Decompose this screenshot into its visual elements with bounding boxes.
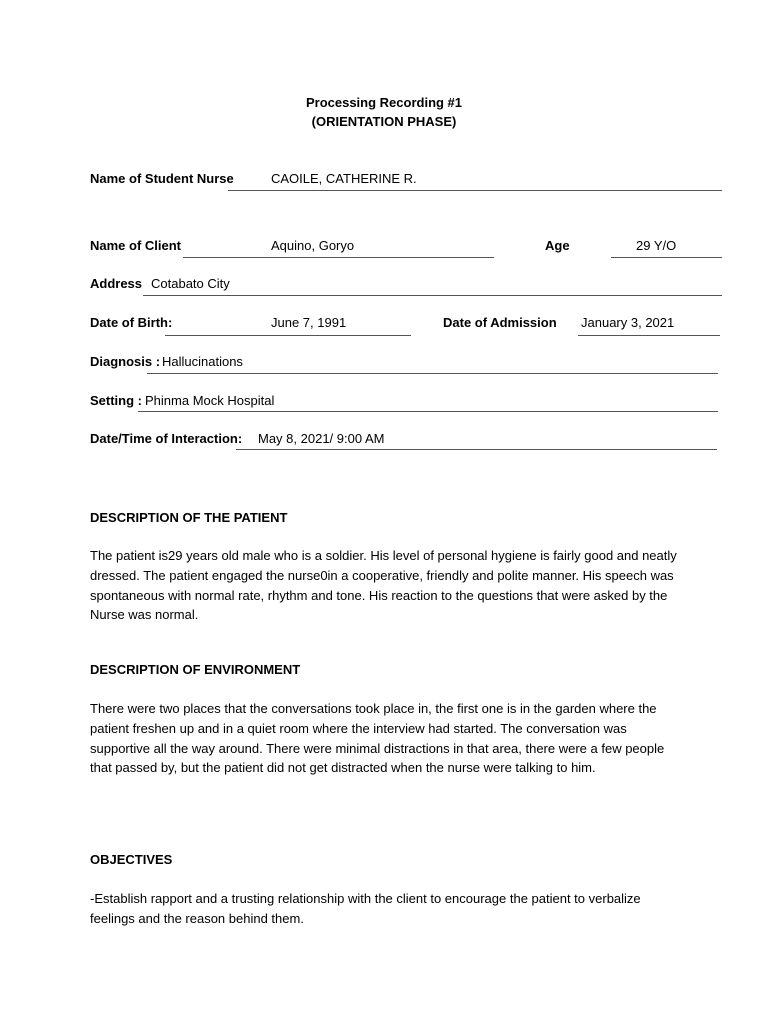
patient-section-body: The patient is29 years old male who is a soldier. His level of personal hygiene is fairly good and neatly dressed. The patient engaged the nurse0in a cooperative, friendly and polite manner. His speech was spontaneous with normal rate, rhythm and tone. His reaction to the questions that were asked by the Nurse was normal. <box>90 548 677 623</box>
interaction-label: Date/Time of Interaction: <box>90 431 243 446</box>
client-name-label: Name of Client <box>90 238 182 253</box>
address-row <box>0 276 768 300</box>
client-name-value: Aquino, Goryo <box>271 238 355 253</box>
address-label: Address <box>90 276 143 291</box>
environment-section-heading: DESCRIPTION OF ENVIRONMENT <box>90 662 301 677</box>
patient-section-heading: DESCRIPTION OF THE PATIENT <box>90 510 288 525</box>
interaction-underline <box>236 449 717 450</box>
setting-row <box>0 393 768 417</box>
client-row <box>0 238 768 262</box>
admission-underline <box>578 335 720 336</box>
student-nurse-row <box>0 171 768 195</box>
objectives-section-heading: OBJECTIVES <box>90 852 173 867</box>
setting-label: Setting : <box>90 393 142 408</box>
age-underline <box>611 257 722 258</box>
diagnosis-row <box>0 354 768 378</box>
setting-underline <box>138 411 718 412</box>
dates-row <box>0 315 768 339</box>
dob-label: Date of Birth: <box>90 315 173 330</box>
age-value: 29 Y/O <box>636 238 677 253</box>
admission-label: Date of Admission <box>443 315 557 330</box>
document-subtitle: (ORIENTATION PHASE) <box>311 114 457 129</box>
setting-value: Phinma Mock Hospital <box>145 393 275 408</box>
objectives-section-body: -Establish rapport and a trusting relationship with the client to encourage the patient to verbalize feelings and the reason behind them. <box>90 891 641 926</box>
student-nurse-label: Name of Student Nurse <box>90 171 234 186</box>
interaction-row <box>0 431 768 455</box>
student-nurse-value: CAOILE, CATHERINE R. <box>271 171 417 186</box>
admission-value: January 3, 2021 <box>581 315 675 330</box>
dob-underline <box>165 335 411 336</box>
client-name-underline <box>183 257 494 258</box>
student-nurse-underline <box>228 190 722 191</box>
diagnosis-label: Diagnosis : <box>90 354 161 369</box>
address-underline <box>143 295 722 296</box>
dob-value: June 7, 1991 <box>271 315 347 330</box>
address-value: Cotabato City <box>151 276 230 291</box>
interaction-value: May 8, 2021/ 9:00 AM <box>258 431 385 446</box>
age-label: Age <box>545 238 570 253</box>
diagnosis-value: Hallucinations <box>162 354 243 369</box>
document-title: Processing Recording #1 <box>305 95 463 110</box>
diagnosis-underline <box>147 373 718 374</box>
environment-section-body: There were two places that the conversations took place in, the first one is in the garden where the patient freshen up and in a quiet room where the interview had started. The conversation was supportive all the way around. There were minimal distractions in that area, there were a few people that passed by, but the patient did not get distracted when the nurse were talking to him. <box>90 701 665 776</box>
